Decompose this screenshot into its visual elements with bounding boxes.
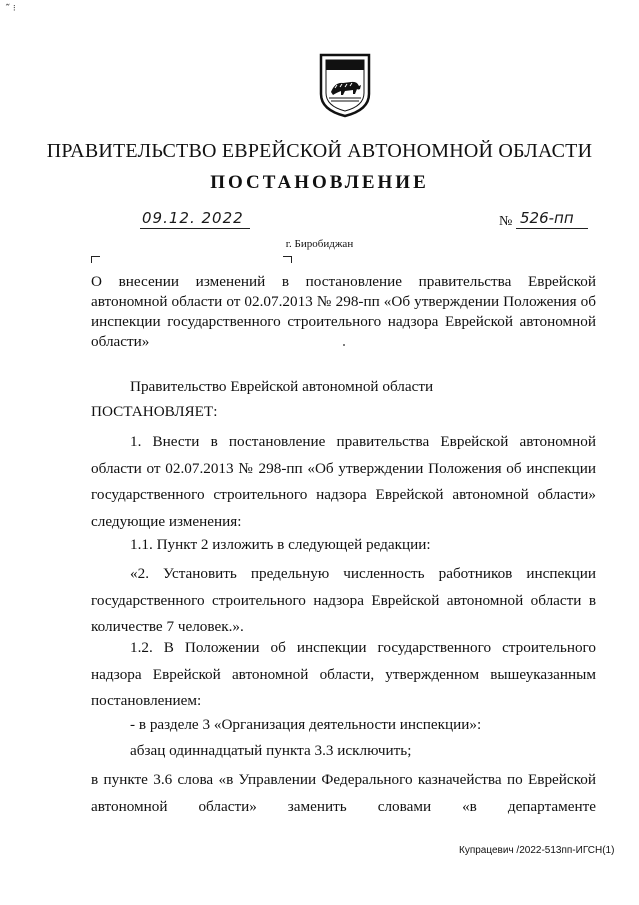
coat-of-arms-emblem [317, 52, 373, 118]
title-bracket-right [283, 256, 292, 263]
title-line: области» [91, 333, 150, 350]
title-line: О внесении изменений в постановление правительства Еврейской [91, 273, 596, 290]
clause-3-3: абзац одиннадцатый пункта 3.3 исключить; [130, 742, 412, 759]
clause-3-6 [91, 767, 596, 820]
resolves-heading: ПОСТАНОВЛЯЕТ: [91, 403, 218, 420]
organization-title: ПРАВИТЕЛЬСТВО ЕВРЕЙСКОЙ АВТОНОМНОЙ ОБЛАСТИ [46, 140, 593, 162]
preamble: Правительство Еврейской автономной области [130, 378, 434, 395]
scan-dot [343, 344, 345, 346]
paragraph-line: постановлением: [91, 692, 202, 709]
paragraph-1-1-quote [91, 561, 596, 641]
paragraph-1-1: 1.1. Пункт 2 изложить в следующей редакции: [130, 536, 431, 553]
title-line: автономной области от 02.07.2013 № 298-пп «Об утверждении Положения об [91, 293, 596, 310]
paragraph-line: государственного строительного надзора Еврейской автономной области» [91, 486, 596, 503]
paragraph-line: государственного строительного надзора Еврейской автономной области в [91, 591, 596, 609]
paragraph-line: автономной области» заменить словами «в департаменте [91, 797, 596, 815]
document-type: ПОСТАНОВЛЕНИЕ [210, 172, 429, 193]
section-3-line: - в разделе 3 «Организация деятельности инспекции»: [130, 716, 482, 733]
paragraph-line: области от 02.07.2013 № 298-пп «Об утверждении Положения об инспекции [91, 459, 596, 477]
paragraph-line: надзора Еврейской автономной области, утвержденном вышеуказанным [91, 665, 596, 683]
paragraph-line: в пункте 3.6 слова «в Управлении Федерального казначейства по Еврейской [91, 771, 596, 788]
title-bracket-left [91, 256, 100, 263]
paragraph-line: 1.2. В Положении об инспекции государственного строительного [130, 639, 596, 656]
paragraph-1 [91, 429, 596, 535]
document-city: г. Биробиджан [285, 238, 354, 250]
paragraph-line: «2. Установить предельную численность работников инспекции [130, 565, 596, 582]
paragraph-line: количестве 7 человек.». [91, 618, 244, 635]
title-line: инспекции государственного строительного надзора Еврейской автономной [91, 313, 596, 330]
document-number: 526-пп [516, 208, 588, 229]
document-number-label: № [499, 214, 513, 229]
resolution-title [91, 272, 596, 352]
page-corner-mark: ᷉ ⁝ [10, 4, 16, 14]
document-date: 09.12. 2022 [140, 208, 250, 229]
paragraph-line: 1. Внести в постановление правительства Еврейской автономной [130, 433, 596, 450]
footer-reference: Купрацевич /2022-513пп-ИГСН(1) [459, 845, 615, 856]
paragraph-line: следующие изменения: [91, 512, 242, 530]
paragraph-1-2 [91, 635, 596, 715]
